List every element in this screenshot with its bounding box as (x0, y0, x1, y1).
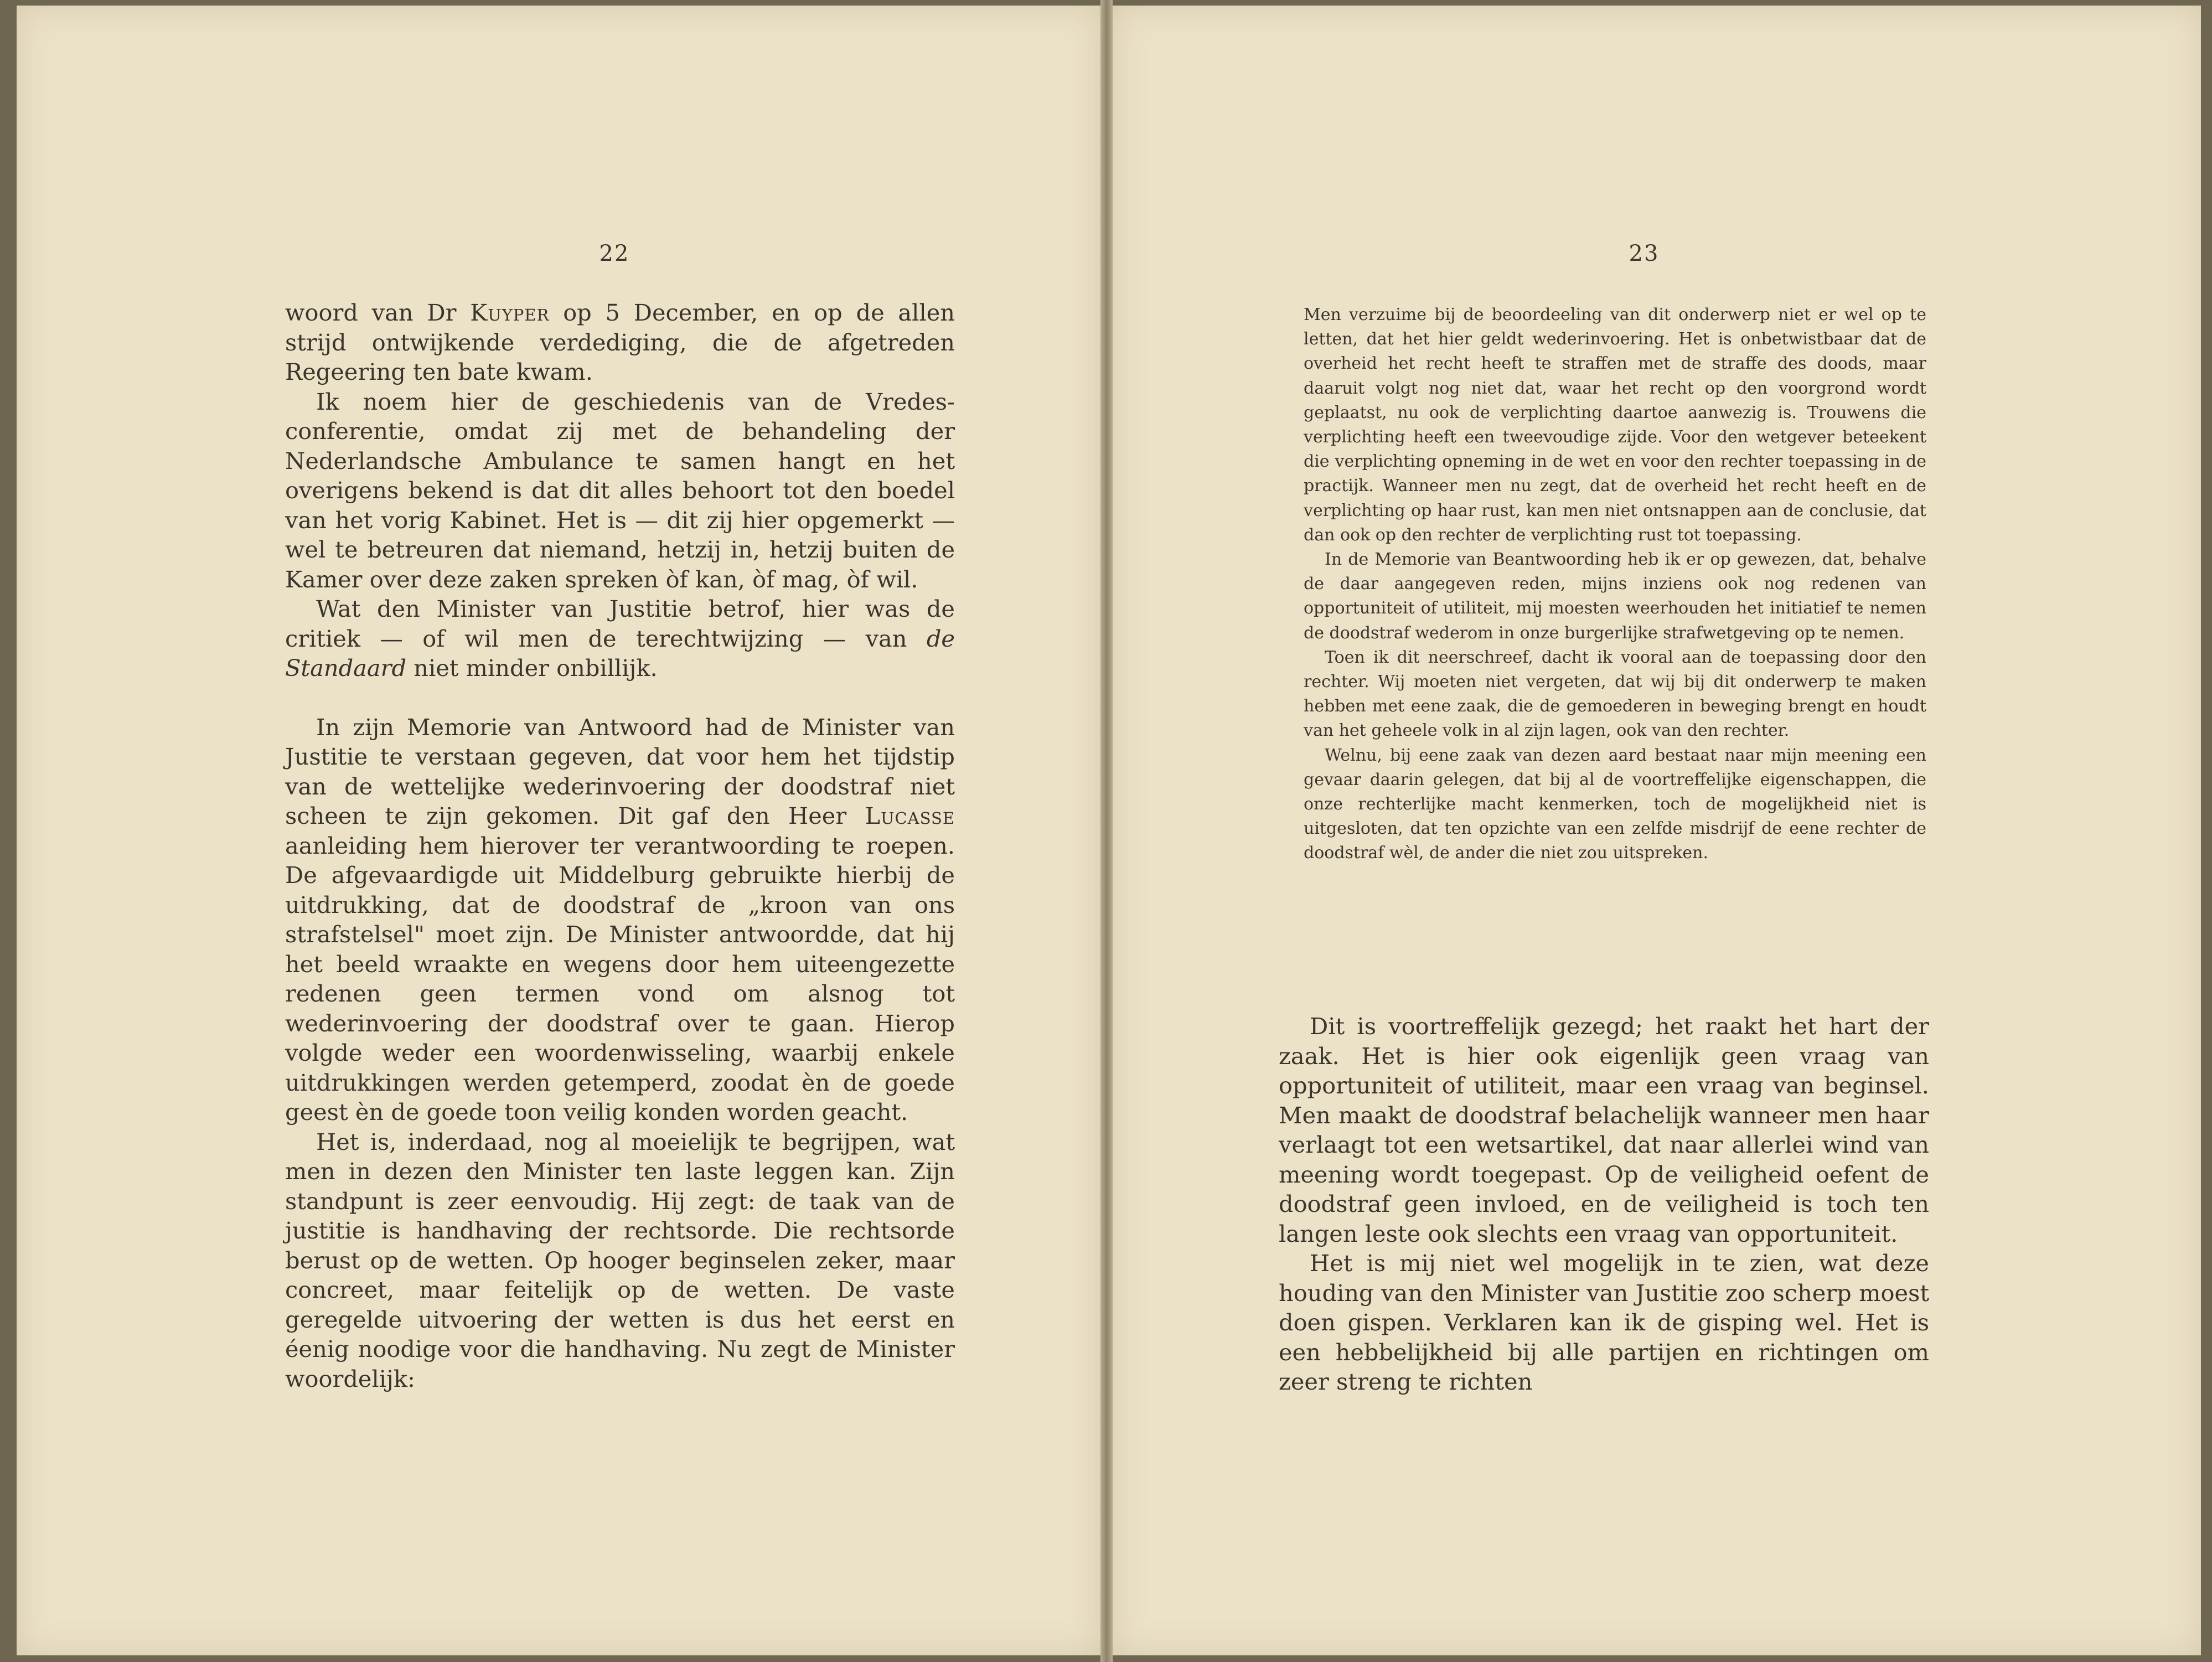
text-run: woord van Dr (285, 299, 471, 326)
text-run: Wat den Minister van Justitie betrof, hier was de critiek — of wil men de terechtwijzing — van (285, 595, 955, 652)
person-name: Kuyper (470, 299, 550, 326)
quote-paragraph: Welnu, bij eene zaak van dezen aard bestaat naar mijn meening een gevaar daarin gelegen, dat bij al de voortreffelijke eigenschappen, die onze rechterlijke macht kenmerken, toch de mogelijkheid niet is uitgesloten, dat ten opzichte van een zelfde misdrijf de eene rechter de doodstraf wèl, de ander die niet zou uitspreken. (1304, 745, 1926, 863)
quote-paragraph: Toen ik dit neerschreef, dacht ik vooral aan de toepassing door den rechter. Wij moeten niet vergeten, dat wij bij dit onderwerp te maken hebben met eene zaak, die de gemoederen in beweging brengt en houdt van het geheele volk in al zijn lagen, ook van den rechter. (1304, 647, 1926, 741)
person-name: Lucasse (865, 802, 955, 829)
text-run: Ik noem hier de geschiedenis van de Vredes-conferentie, omdat zij met de behandeling der Nederlandsche Ambulance te samen hangt en het overigens bekend is dat dit alles behoort tot den boedel van het vorig Kabinet. Het is — dit zij hier opgemerkt — wel te betreuren dat niemand, hetzij in, hetzij buiten de Kamer over deze zaken spreken òf kan, òf mag, òf wil. (285, 388, 955, 593)
text-run: niet minder onbillijk. (406, 654, 658, 682)
text-run: aanleiding hem hierover ter verantwoording te roepen. De afgevaardigde uit Middelburg gebruikte hierbij de uitdrukking, dat de doodstraf de „kroon van ons strafstelsel" moet zijn. De Minister antwoordde, dat hij het beeld wraakte en wegens door hem uiteengezette redenen geen termen vond om alsnog tot wederinvoering der doodstraf over te gaan. Hierop volgde weder een woordenwisseling, waarbij enkele uitdrukkingen werden getemperd, zoodat èn de goede geest èn de goede toon veilig konden worden geacht. (285, 832, 955, 1126)
book-gutter (1100, 0, 1113, 1662)
paragraph: Het is mij niet wel mogelijk in te zien, wat deze houding van den Minister van Justitie zoo scherp moest doen gispen. Verklaren kan ik de gisping wel. Het is een hebbelijkheid bij alle partijen en richtingen om zeer streng te richten (1279, 1250, 1929, 1395)
quoted-passage (1304, 303, 1926, 866)
text-run: In zijn Memorie van Antwoord had de Minister van Justitie te verstaan gegeven, dat voor hem het tijdstip van de wettelijke wederinvoering der doodstraf niet scheen te zijn gekomen. Dit gaf den Heer (285, 713, 955, 829)
text-run: op 5 December, en op de allen strijd ontwijkende verdediging, die de afgetreden Regeering ten bate kwam. (285, 299, 955, 385)
quote-paragraph: Men verzuime bij de beoordeeling van dit onderwerp niet er wel op te letten, dat het hier geldt wederinvoering. Het is onbetwistbaar dat de overheid het recht heeft te straffen met de straffe des doods, maar daaruit volgt nog niet dat, waar het recht op den voorgrond wordt geplaatst, nu ook de verplichting daartoe aanwezig is. Trouwens die verplichting heeft een tweevoudige zijde. Voor den wetgever beteekent die verplichting opneming in de wet en voor den rechter toepassing in de practijk. Wanneer men nu zegt, dat de overheid het recht heeft en de verplichting op haar rust, kan men niet ontsnappen aan de conclusie, dat dan ook op den rechter de verplichting rust tot toepassing. (1304, 305, 1926, 545)
emphasis: de Standaard (285, 624, 955, 682)
left-page (17, 6, 1100, 1655)
text-run: Het is, inderdaad, nog al moeielijk te begrijpen, wat men in dezen den Minister ten laste leggen kan. Zijn standpunt is zeer eenvoudig. Hij zegt: de taak van de justitie is handhaving der rechtsorde. Die rechtsorde berust op de wetten. Op hooger beginselen zeker, maar concreet, maar feitelijk op de wetten. De vaste geregelde uitvoering der wetten is dus het eerst en éenig noodige voor die handhaving. Nu zegt de Minister woordelijk: (285, 1128, 955, 1392)
paragraph (285, 1127, 955, 1394)
page-number: 23 (1629, 241, 1660, 266)
left-body-text (285, 298, 955, 1393)
quote-paragraph: In de Memorie van Beantwoording heb ik er op gewezen, dat, behalve de daar aangegeven reden, mijns inziens ook nog redenen van opportuniteit of utiliteit, mij moesten weerhouden het initiatief te nemen de doodstraf wederom in onze burgerlijke strafwetgeving op te nemen. (1304, 550, 1926, 643)
right-body-text (1279, 1011, 1929, 1397)
paragraph: Dit is voortreffelijk gezegd; het raakt het hart der zaak. Het is hier ook eigenlijk geen vraag van opportuniteit of utiliteit, maar een vraag van beginsel. Men maakt de doodstraf belachelijk wanneer men haar verlaagt tot een wetsartikel, dat naar allerlei wind van meening wordt toegepast. Op de veiligheid oefent de doodstraf geen invloed, en de veiligheid is toch ten langen leste ook slechts een vraag van opportuniteit. (1279, 1013, 1929, 1247)
paragraph (285, 298, 955, 387)
right-page (1113, 6, 2201, 1655)
paragraph (285, 713, 955, 1127)
paragraph (285, 594, 955, 683)
page-number: 22 (599, 241, 630, 266)
paragraph (285, 387, 955, 595)
